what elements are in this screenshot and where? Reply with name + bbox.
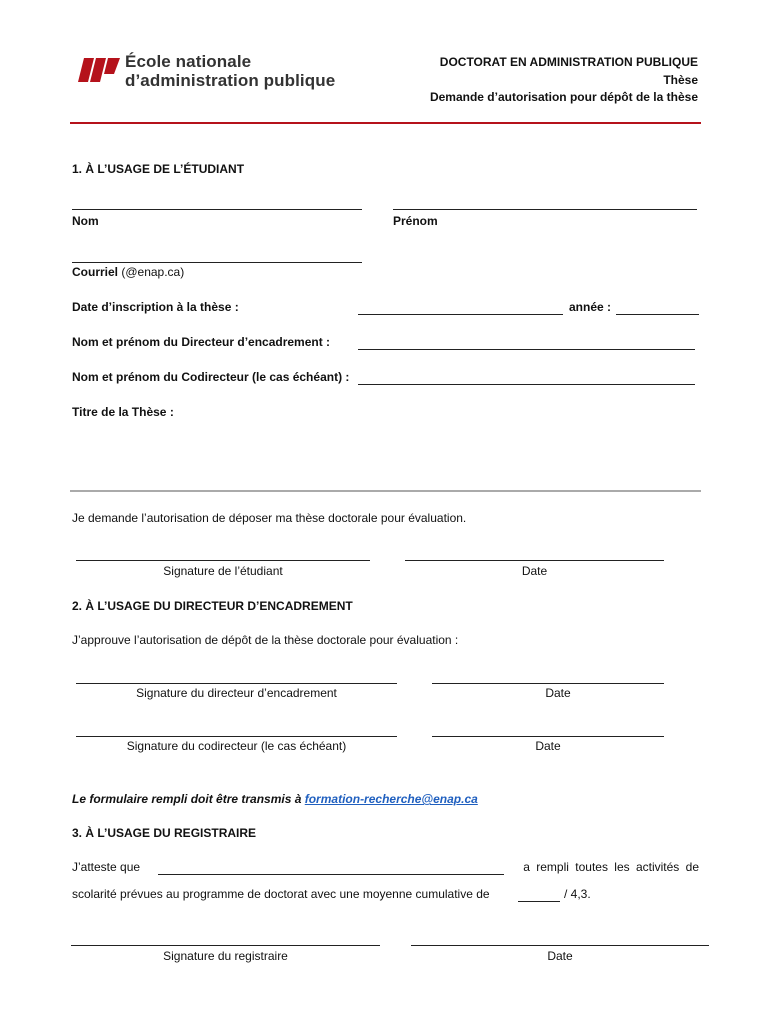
signature-etudiant-label: Signature de l’étudiant — [163, 564, 283, 578]
prenom-label: Prénom — [393, 214, 438, 228]
institution-name — [125, 52, 335, 90]
nom-field[interactable] — [72, 209, 362, 210]
directeur-field[interactable] — [358, 349, 695, 350]
submission-notice-text: Le formulaire rempli doit être transmis à — [72, 792, 305, 806]
submission-notice — [72, 792, 478, 806]
nom-label: Nom — [72, 214, 99, 228]
moyenne-field[interactable] — [518, 901, 560, 902]
codirecteur-label: Nom et prénom du Codirecteur (le cas échéant) : — [72, 370, 350, 384]
signature-registraire-label: Signature du registraire — [163, 949, 288, 963]
date-etudiant-label: Date — [521, 564, 548, 578]
annee-field[interactable] — [616, 314, 699, 315]
codirecteur-field[interactable] — [358, 384, 695, 385]
date-codirecteur-field[interactable] — [432, 736, 664, 737]
prenom-field[interactable] — [393, 209, 697, 210]
logo-line-1: École nationale — [125, 52, 252, 71]
form-title: Demande d’autorisation pour dépôt de la thèse — [429, 90, 698, 104]
enap-logo-mark-icon — [78, 56, 120, 84]
date-registraire-field[interactable] — [411, 945, 709, 946]
header-divider — [70, 122, 701, 124]
section-1-title: 1. À L’USAGE DE L’ÉTUDIANT — [72, 162, 245, 176]
date-directeur-field[interactable] — [432, 683, 664, 684]
courriel-field[interactable] — [72, 262, 362, 263]
atteste-etudiant-field[interactable] — [158, 874, 504, 875]
signature-directeur-field[interactable] — [76, 683, 397, 684]
titre-field[interactable] — [72, 425, 700, 485]
demande-statement: Je demande l’autorisation de déposer ma thèse doctorale pour évaluation. — [72, 511, 467, 525]
signature-registraire-field[interactable] — [71, 945, 380, 946]
signature-codirecteur-label: Signature du codirecteur (le cas échéant) — [126, 739, 347, 753]
section-2-title: 2. À L’USAGE DU DIRECTEUR D’ENCADREMENT — [72, 599, 353, 613]
courriel-label-row — [72, 265, 184, 279]
program-title: DOCTORAT EN ADMINISTRATION PUBLIQUE — [439, 55, 698, 69]
document-type: Thèse — [663, 72, 698, 87]
logo-line-2: d’administration publique — [125, 71, 336, 90]
date-registraire-label: Date — [547, 949, 573, 963]
atteste-end: a rempli toutes les activités de — [523, 860, 699, 874]
scolarite-text: scolarité prévues au programme de doctorat avec une moyenne cumulative de — [72, 887, 490, 901]
annee-label: année : — [569, 300, 612, 314]
date-directeur-label: Date — [545, 686, 571, 700]
section-divider — [70, 490, 701, 492]
courriel-hint: (@enap.ca) — [118, 265, 185, 279]
date-inscription-label: Date d’inscription à la thèse : — [72, 300, 239, 314]
submission-email-link[interactable]: formation-recherche@enap.ca — [304, 792, 478, 806]
date-inscription-field[interactable] — [358, 314, 563, 315]
date-etudiant-field[interactable] — [405, 560, 664, 561]
signature-etudiant-field[interactable] — [76, 560, 370, 561]
section-3-title: 3. À L’USAGE DU REGISTRAIRE — [72, 826, 257, 840]
signature-directeur-label: Signature du directeur d’encadrement — [136, 686, 337, 700]
courriel-label: Courriel — [72, 265, 119, 279]
atteste-start: J’atteste que — [72, 860, 141, 874]
signature-codirecteur-field[interactable] — [76, 736, 397, 737]
approuve-statement: J’approuve l’autorisation de dépôt de la thèse doctorale pour évaluation : — [72, 633, 459, 647]
directeur-label: Nom et prénom du Directeur d’encadrement : — [72, 335, 331, 349]
document-header — [430, 54, 698, 107]
titre-label: Titre de la Thèse : — [72, 405, 174, 419]
moyenne-scale: / 4,3. — [564, 887, 591, 901]
date-codirecteur-label: Date — [535, 739, 561, 753]
